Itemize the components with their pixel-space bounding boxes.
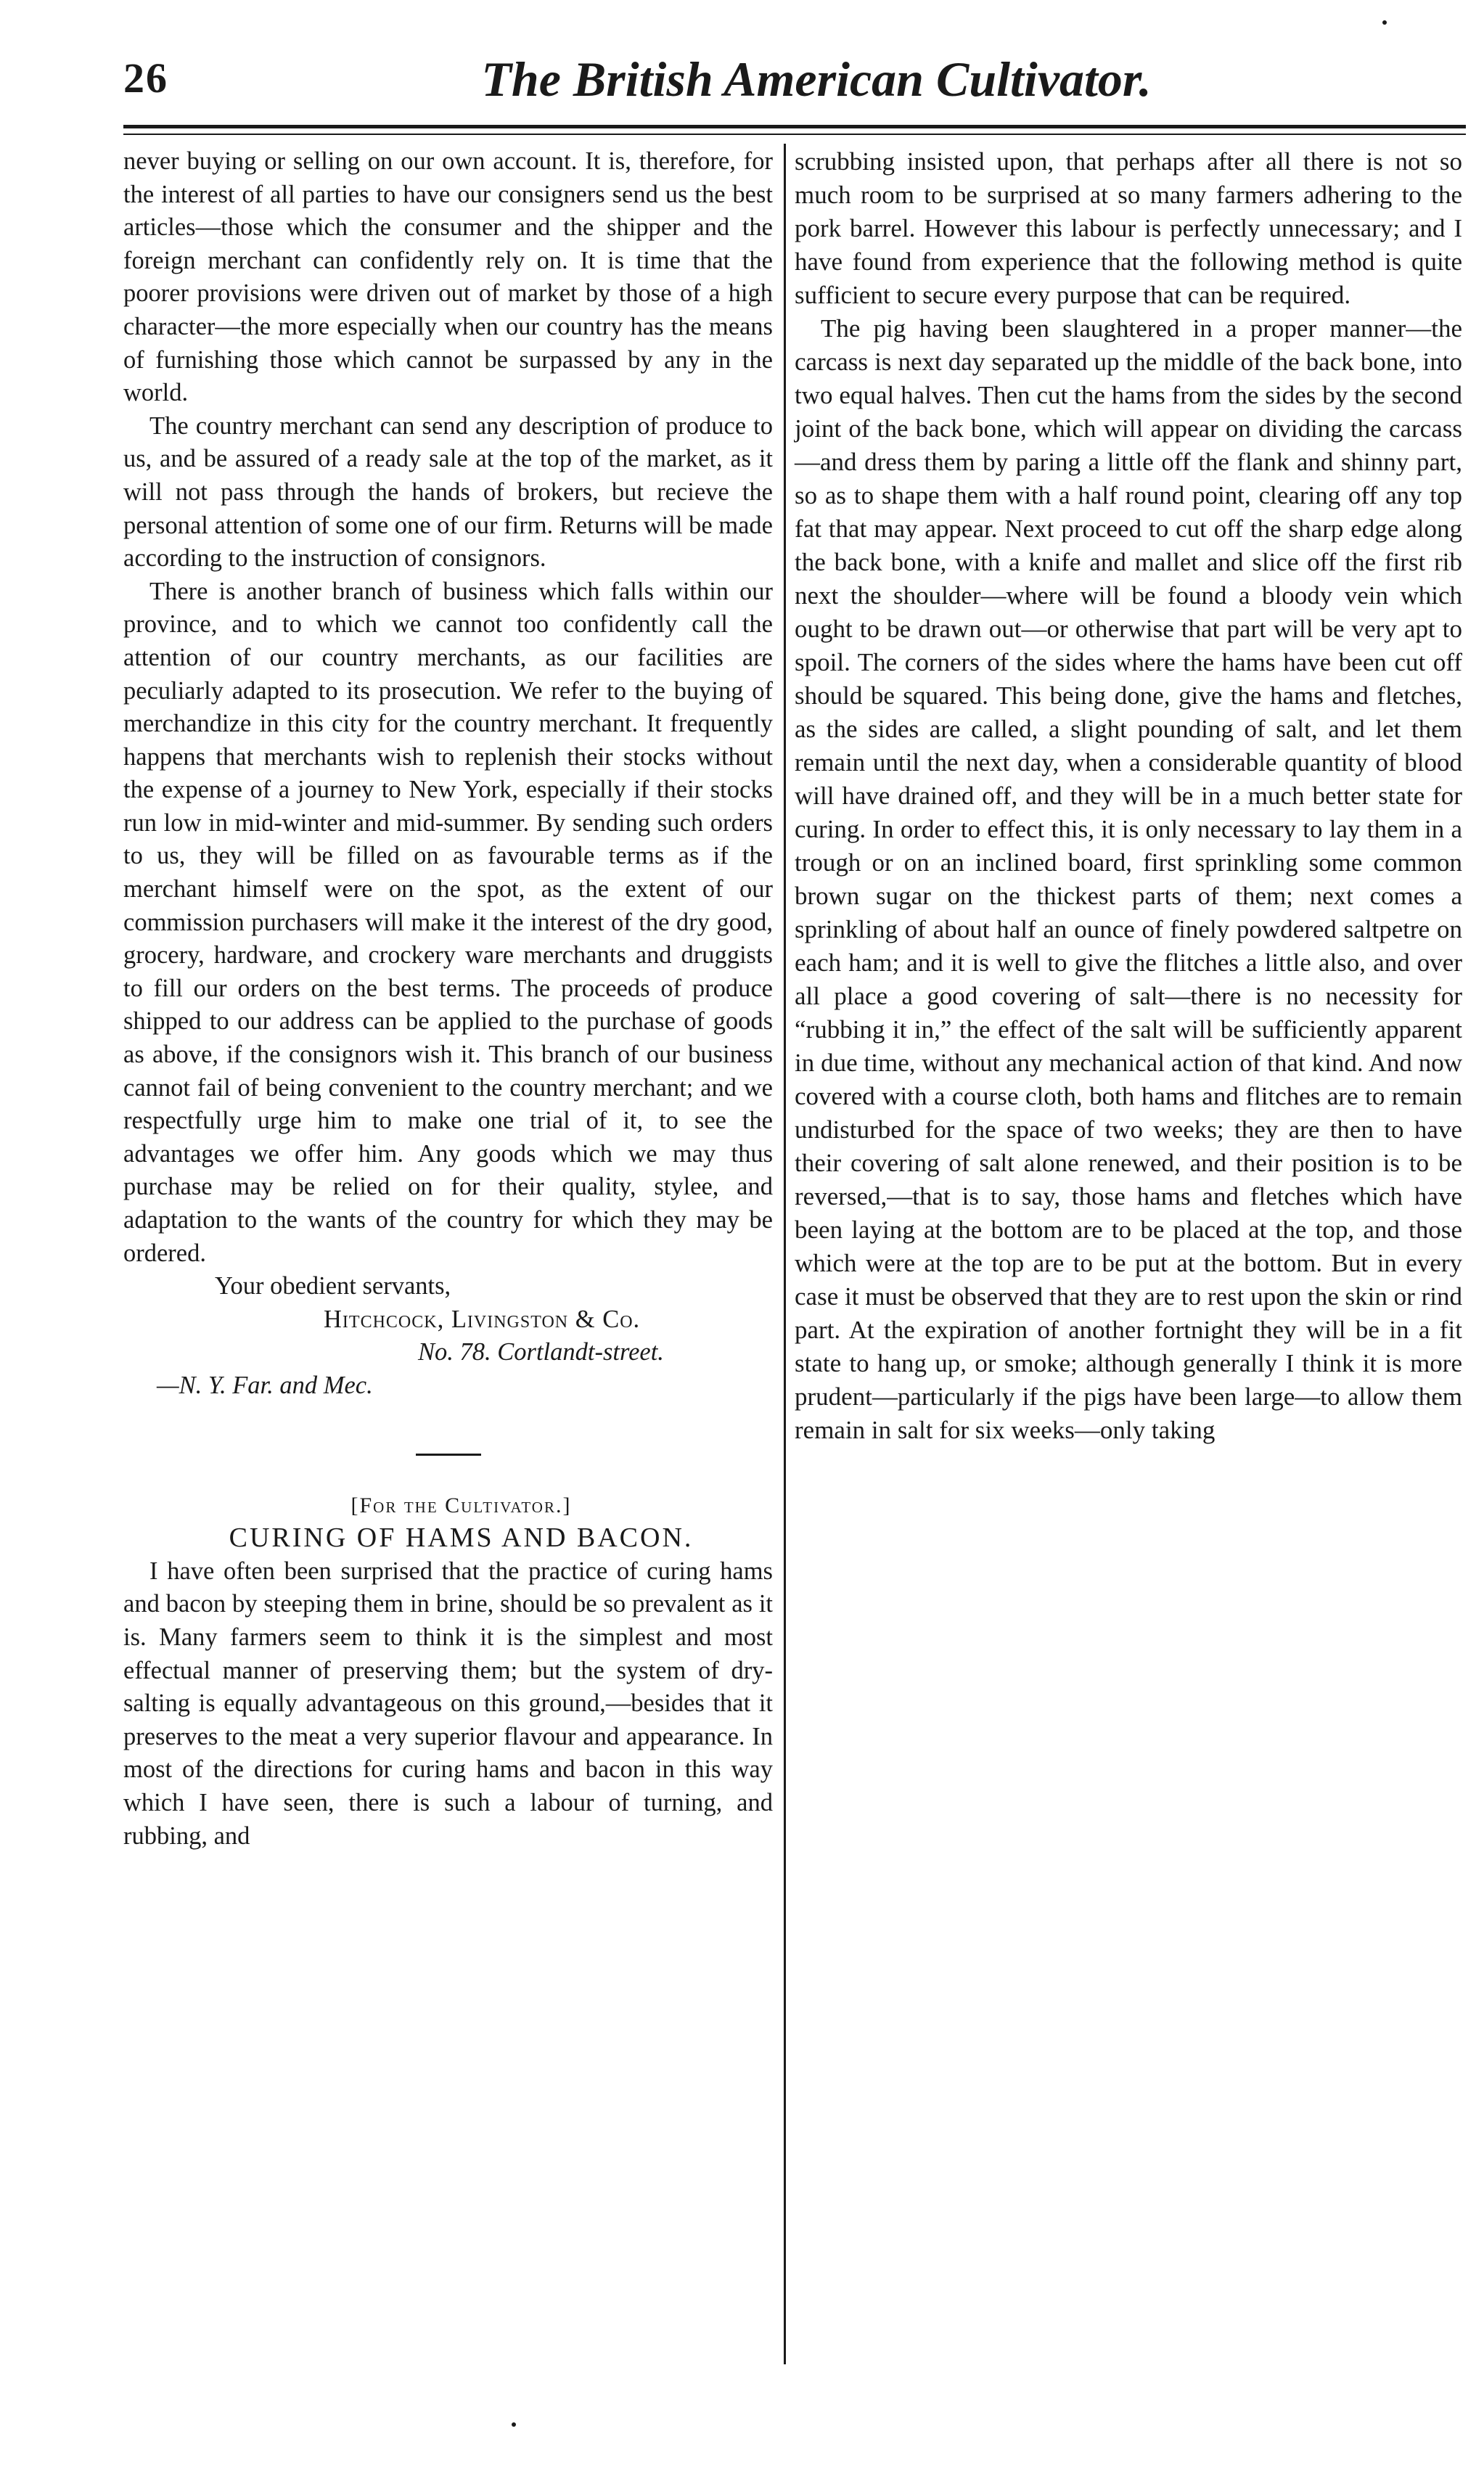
section-divider <box>416 1454 481 1456</box>
header-rule-thin <box>123 134 1466 135</box>
signoff: Your obedient servants, <box>215 1272 451 1300</box>
section-source: [For the Cultivator.] <box>350 1493 572 1517</box>
right-column <box>795 145 1462 1447</box>
left-paragraph-2: The country merchant can send any description of produce to us, and be assured of a ready sale at the top of the market, as it will not pass through the hands of brokers, but recieve the personal attention of some one of our firm. Returns will be made according to the instruction of consignors. <box>123 411 773 573</box>
firm-name: Hitchcock, Livingston & Co. <box>324 1305 641 1333</box>
article-title: CURING OF HAMS AND BACON. <box>229 1523 694 1554</box>
reprint-source: —N. Y. Far. and Mec. <box>157 1371 373 1399</box>
print-speck <box>512 2422 516 2427</box>
right-paragraph-2: The pig having been slaughtered in a proper manner—the carcass is next day separated up the middle of the back bone, into two equal halves. Then cut the hams from the sides by the second joint of the back bone, which will appear on dividing the carcass—and dress them by paring a little off the flank and shinny part, so as to shape them with a half round point, clearing off any top fat that may appear. Next proceed to cut off the sharp edge along the back bone, with a knife and mallet and slice off the first rib next the shoulder—where will be found a bloody vein which ought to be drawn out—or otherwise that part will be very apt to spoil. The corners of the sides where the hams have been cut off should be squared. This being done, give the hams and fletches, as the sides are called, a slight pounding of salt, and let them remain until the next day, when a considerable quantity of blood will have drained off, and they will be in a much better state for curing. In order to effect this, it is only necessary to lay them in a trough or on an inclined board, first sprinkling some common brown sugar on the thickest parts of them; next comes a sprinkling of about half an ounce of finely powdered saltpetre on each ham; and it is well to give the flitches a little also, and over all place a good covering of salt—there is no necessity for “rubbing it in,” the effect of the salt will be sufficiently apparent in due time, without any mechanical action of that kind. And now covered with a course cloth, both hams and flitches are to remain undisturbed for the space of two weeks; they are then to have their covering of salt alone renewed, and their position is to be reversed,—that is to say, those hams and fletches which have been laying at the bottom are to be placed at the top, and those which were at the top are to be put at the bottom. But in every case it must be observed that they are to rest upon the skin or rind part. At the expiration of another fortnight they will be in a fit state to hang up, or smoke; although generally I think it is more prudent—particularly if the pigs have been large—to allow them remain in salt for six weeks—only taking <box>795 314 1462 1444</box>
left-column <box>123 145 773 1853</box>
journal-title: The British American Cultivator. <box>481 52 1152 107</box>
left-paragraph-3: There is another branch of business which falls within our province, and to which we cannot too confidently call the attention of our country merchants, as our facilities are peculiarly adapted to its prosecution. We refer to the buying of merchandize in this city for the country merchant. It frequently happens that merchants wish to replenish their stocks without the expense of a journey to New York, especially if their stocks run low in mid-winter and mid-summer. By sending such orders to us, they will be filled on as favourable terms as if the merchant himself were on the spot, as the extent of our commission purchasers will make it the interest of the dry good, grocery, hardware, and crockery ware merchants and druggists to fill our orders on the best terms. The proceeds of produce shipped to our address can be applied to the purchase of goods as above, if the consignors wish it. This branch of our business cannot fail of being convenient to the country merchant; and we respectfully urge him to make one trial of it, to see the advantages we offer him. Any goods which we may thus purchase may be relied on for their quality, stylee, and adaptation to the wants of the country for which they may be ordered. <box>123 577 773 1267</box>
left-paragraph-4: I have often been surprised that the practice of curing hams and bacon by steeping them in brine, should be so prevalent as it is. Many farmers seem to think it is the simplest and most effectual manner of preserving them; but the system of dry-salting is equally advantageous on this ground,—besides that it preserves to the meat a very superior flavour and appearance. In most of the directions for curing hams and bacon in this way which I have seen, there is such a labour of turning, and rubbing, and <box>123 1557 773 1850</box>
header-rule-thick <box>123 125 1466 128</box>
page-header <box>123 51 1466 123</box>
print-speck <box>1382 20 1387 25</box>
column-divider <box>784 144 786 2364</box>
right-paragraph-1: scrubbing insisted upon, that perhaps after all there is not so much room to be surprised at so many farmers adhering to the pork barrel. However this labour is perfectly unnecessary; and I have found from experience that the following method is quite sufficient to secure every purpose that can be required. <box>795 147 1462 309</box>
page-number: 26 <box>123 54 168 102</box>
firm-address: No. 78. Cortlandt-street. <box>418 1338 664 1366</box>
left-paragraph-1: never buying or selling on our own account. It is, therefore, for the interest of all parties to have our consigners send us the best articles—those which the consumer and the shipper and the foreign merchant can confidently rely on. It is time that the poorer provisions were driven out of market by those of a high character—the more especially when our country has the means of furnishing those which cannot be surpassed by any in the world. <box>123 147 773 407</box>
